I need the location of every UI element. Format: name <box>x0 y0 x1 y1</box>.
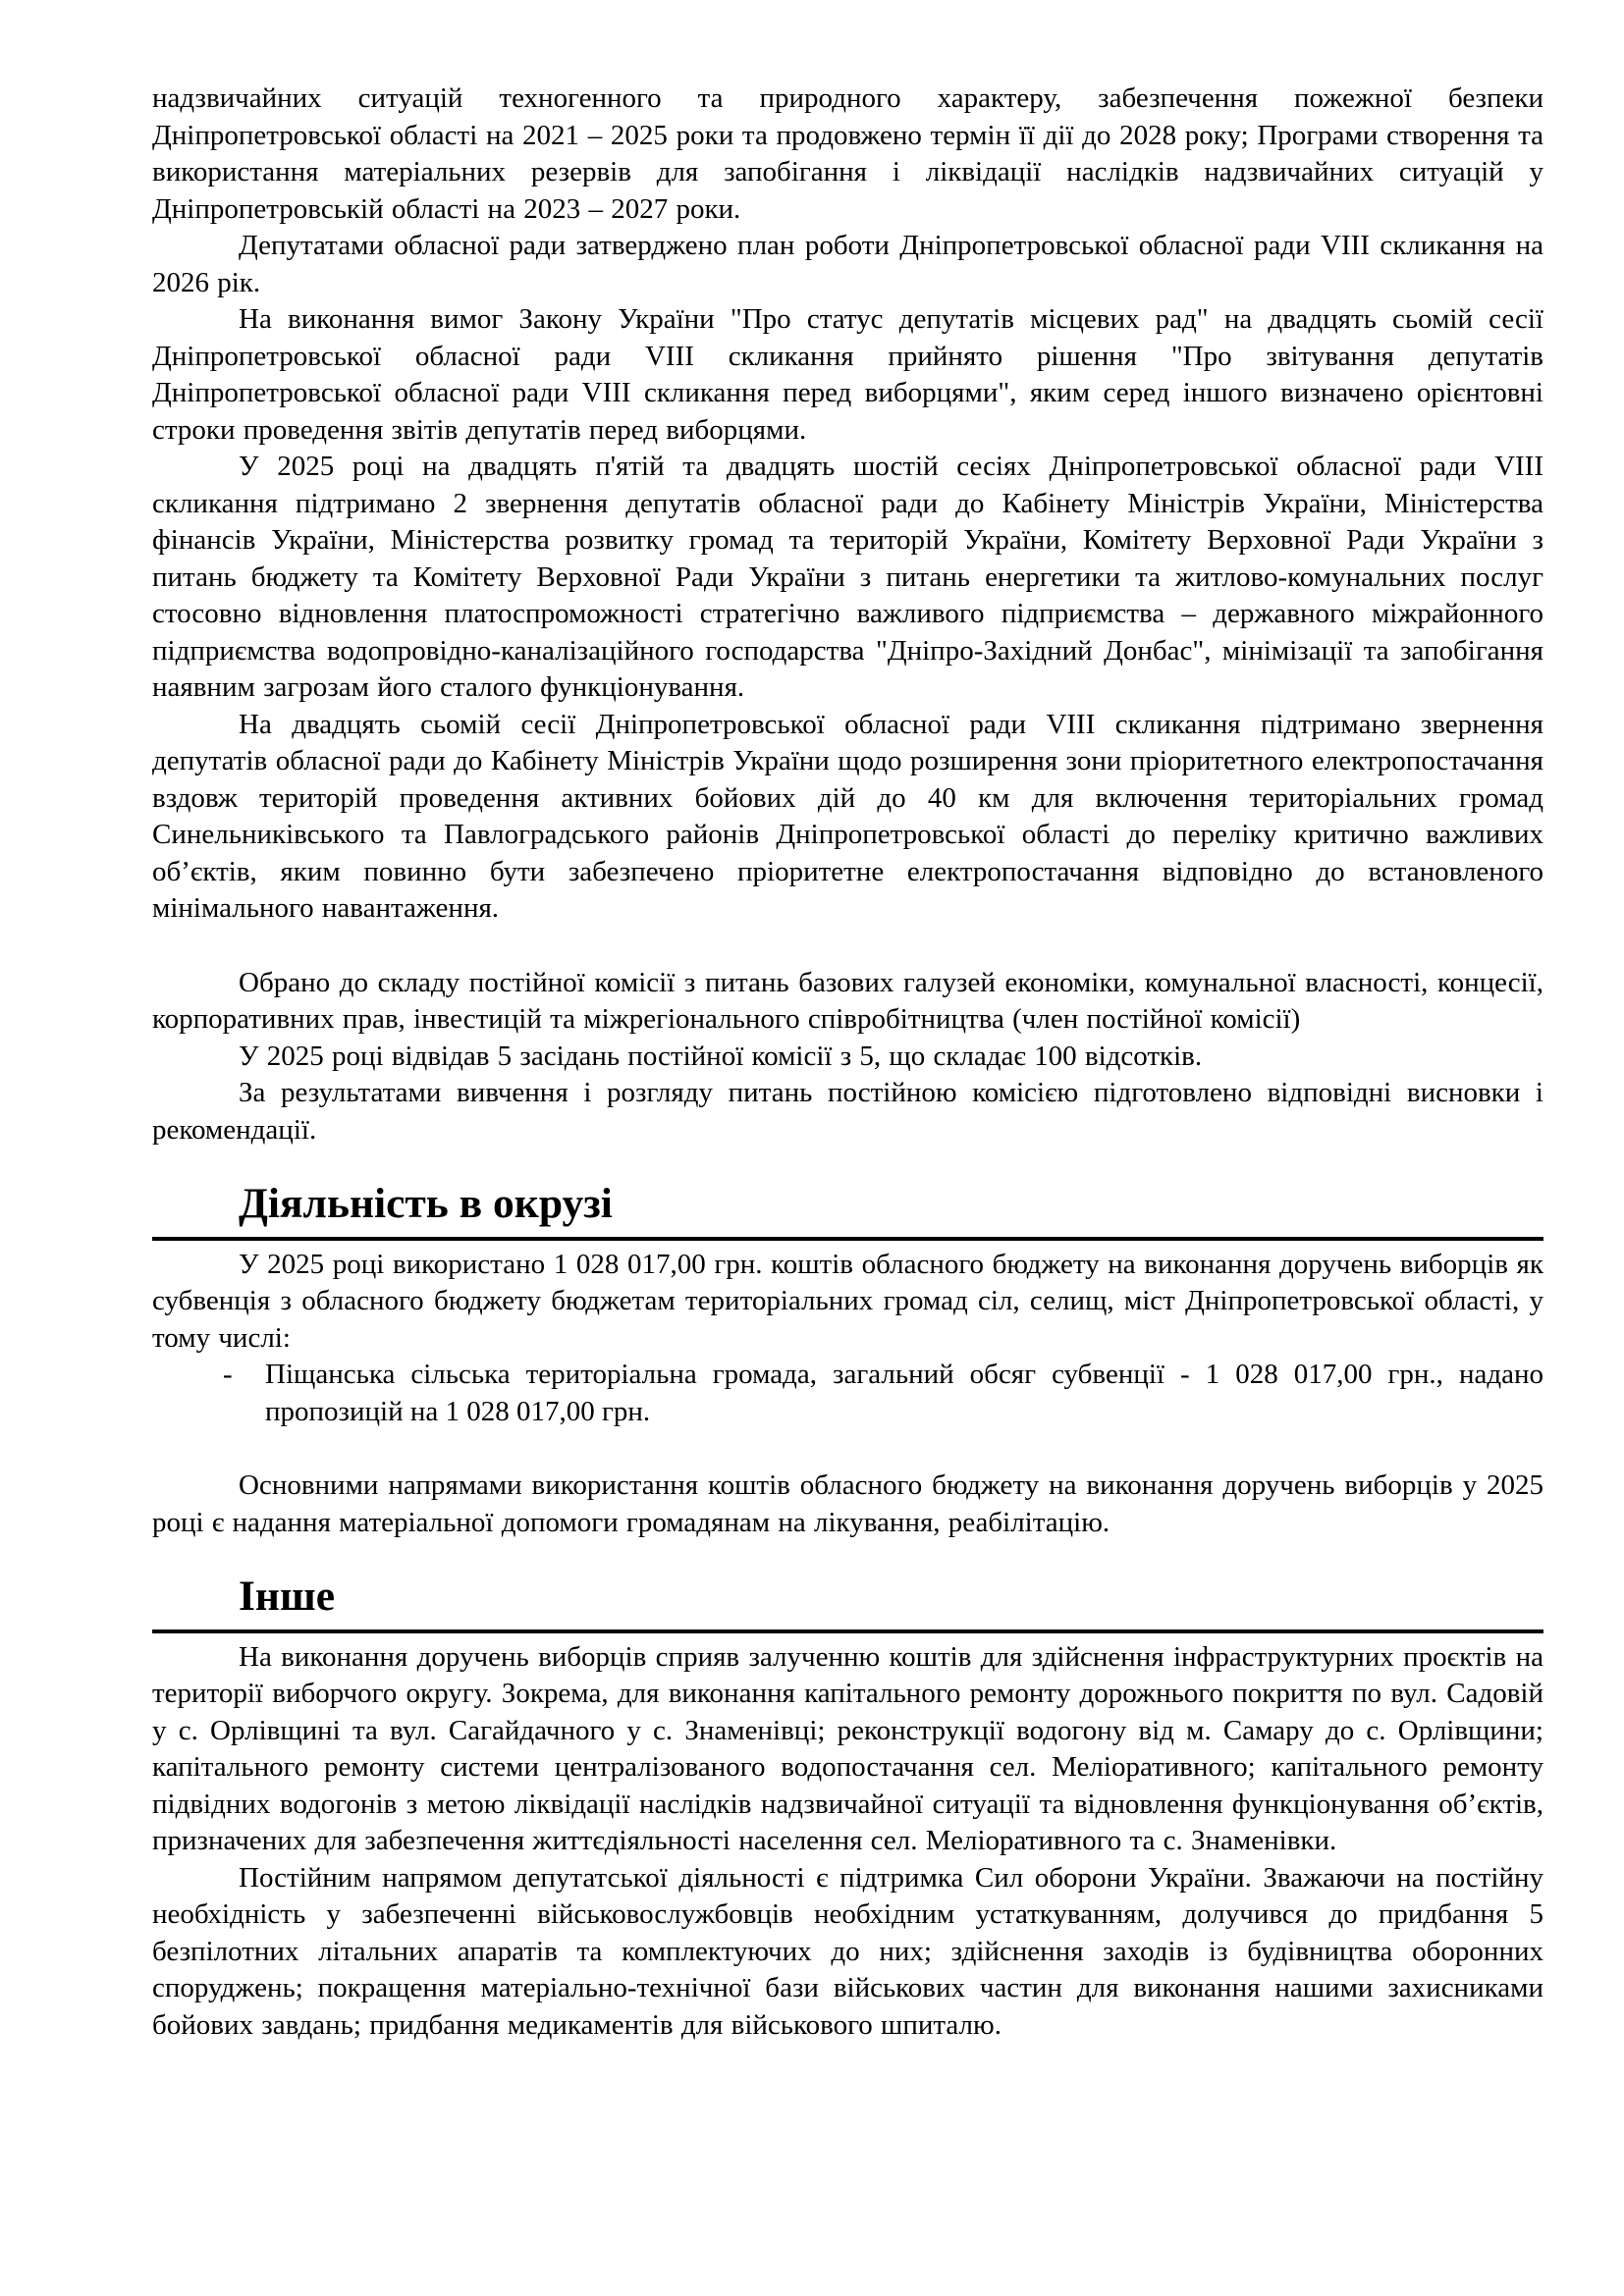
list-item-text: Піщанська сільська територіальна громада, загальний обсяг субвенції - 1 028 017,00 грн., надано пропозицій на 1 028 017,00 грн. <box>265 1359 1543 1427</box>
list-item-pishchanska-hromada <box>152 1357 1543 1430</box>
paragraph-deputy-reporting-law: На виконання вимог Закону України "Про статус депутатів місцевих рад" на двадцять сьомій сесії Дніпропетровської обласної ради VIII скликання прийнято рішення "Про звітування депутатів Дніпропетровської обласної ради VIII скликання перед виборцями", яким серед іншого визначено орієнтовні строки проведення звітів депутатів перед виборцями. <box>152 303 1543 446</box>
list-dash-marker: - <box>223 1359 233 1390</box>
blank-line <box>152 928 1543 965</box>
section-heading-district-activity: Діяльність в окрузі <box>152 1186 1543 1241</box>
paragraph-defense-support: Постійним напрямом депутатської діяльності є підтримка Сил оборони України. Зважаючи на постійну необхідність у забезпеченні військовослужбовців необхідним устаткуванням, долучився до придбання 5 безпілотних літальних апаратів та комплектуючих до них; здійснення заходів із будівництва оборонних споруджень; покращення матеріально-технічної бази військових частин для виконання нашими захисниками бойових завдань; придбання медикаментів для військового шпиталю. <box>152 1861 1543 2041</box>
paragraph-infrastructure-projects: На виконання доручень виборців сприяв залученню коштів для здійснення інфраструктурних проєктів на території виборчого округу. Зокрема, для виконання капітального ремонту дорожнього покриття по вул. Садовій у с. Орлівщині та вул. Сагайдачного у с. Знаменівці; реконструкції водогону від м. Самару до с. Орлівщини; капітального ремонту системи централізованого водопостачання сел. Меліоративного; капітального ремонту підвідних водогонів з метою ліквідації наслідків надзвичайної ситуації та відновлення функціонування об’єктів, призначених для забезпечення життєдіяльності населення сел. Меліоративного та с. Знаменівки. <box>152 1640 1543 1856</box>
paragraph-material-aid-directions: Основними напрямами використання коштів обласного бюджету на виконання доручень виборців у 2025 році є надання матеріальної допомоги громадянам на лікування, реабілітацію. <box>152 1469 1543 1538</box>
blank-line <box>152 1430 1543 1468</box>
paragraph-commission-attendance: У 2025 році відвідав 5 засідань постійної комісії з 5, що складає 100 відсотків. <box>239 1040 1203 1072</box>
paragraph-emergency-programs: надзвичайних ситуацій техногенного та природного характеру, забезпечення пожежної безпеки Дніпропетровської області на 2021 – 2025 роки та продовжено термін її дії до 2028 року; Програми створення та використання матеріальних резервів для запобігання і ліквідації наслідків надзвичайних ситуацій у Дніпропетровській області на 2023 – 2027 роки. <box>152 82 1543 225</box>
section-heading-other: Інше <box>152 1578 1543 1633</box>
paragraph-commission-conclusions: За результатами вивчення і розгляду питань постійною комісією підготовлено відповідні висновки і рекомендації. <box>152 1077 1543 1146</box>
paragraph-appeal-session-27-electricity: На двадцять сьомій сесії Дніпропетровської обласної ради VIII скликання підтримано звернення депутатів обласної ради до Кабінету Міністрів України щодо розширення зони пріоритетного електропостачання вздовж територій проведення активних бойових дій до 40 км для включення територіальних громад Синельниківського та Павлоградського районів Дніпропетровської області до переліку критично важливих об’єктів, яким повинно бути забезпечено пріоритетне електропостачання відповідно до встановленого мінімального навантаження. <box>152 708 1543 924</box>
paragraph-work-plan-2026: Депутатами обласної ради затверджено план роботи Дніпропетровської обласної ради VIII скликання на 2026 рік. <box>152 230 1543 298</box>
blank-line <box>152 1541 1543 1578</box>
paragraph-commission-membership: Обрано до складу постійної комісії з питань базових галузей економіки, комунальної власності, концесії, корпоративних прав, інвестицій та міжрегіонального співробітництва (член постійної комісії) <box>152 966 1543 1035</box>
paragraph-appeals-sessions-25-26: У 2025 році на двадцять п'ятій та двадцять шостій сесіях Дніпропетровської обласної ради VIII скликання підтримано 2 звернення депутатів обласної ради до Кабінету Міністрів України, Міністерства фінансів України, Міністерства розвитку громад та територій України, Комітету Верховної Ради України з питань бюджету та Комітету Верховної Ради України з питань енергетики та житлово-комунальних послуг стосовно відновлення платоспроможності стратегічно важливого підприємства – державного міжрайонного підприємства водопровідно-каналізаційного господарства "Дніпро-Західний Донбас", мінімізації та запобігання наявним загрозам його сталого функціонування. <box>152 451 1543 703</box>
paragraph-subvention-budget: У 2025 році використано 1 028 017,00 грн. коштів обласного бюджету на виконання доручень виборців як субвенція з обласного бюджету бюджетам територіальних громад сіл, селищ, міст Дніпропетровської області, у тому числі: <box>152 1248 1543 1354</box>
